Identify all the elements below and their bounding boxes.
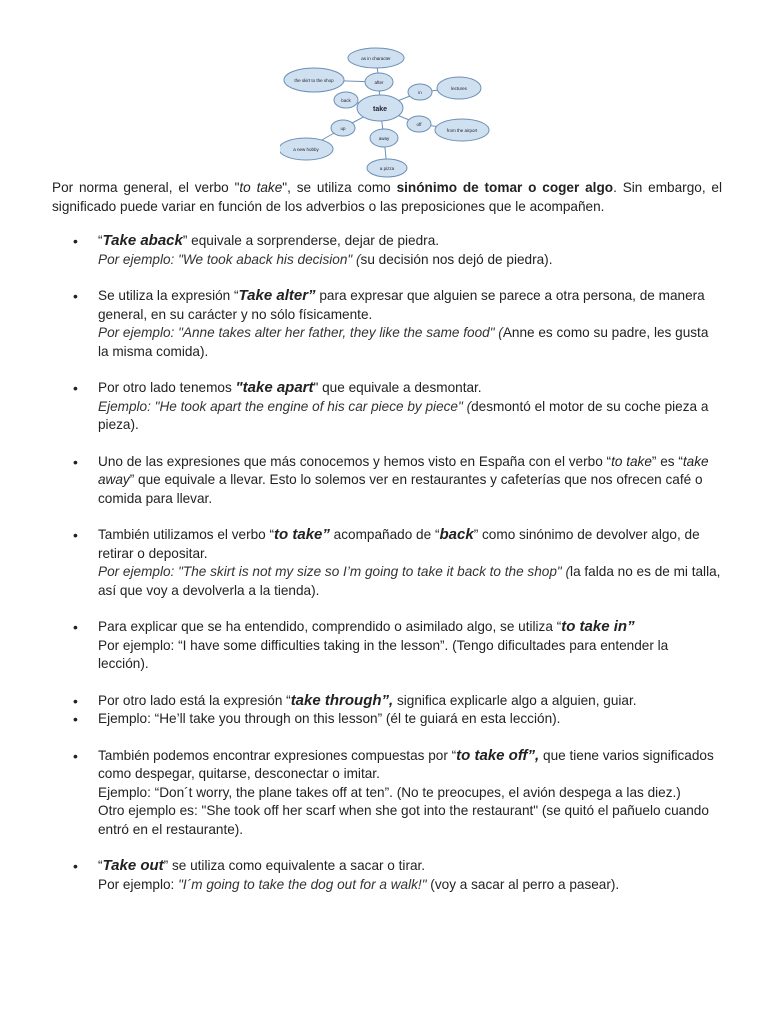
item-text: ” que equivale a llevar. Esto lo solemos ver en restaurantes y cafeterías que nos ofrecen café o comida para llevar. — [98, 472, 703, 506]
item-text: Uno de las expresiones que más conocemos y hemos visto en España con el verbo “ — [98, 453, 612, 469]
example-translation: Anne es como su padre, les gusta la misma comida). — [98, 325, 709, 359]
item-text: significa explicarle algo a alguien, guiar. — [393, 692, 637, 708]
intro-text-3: . Sin embargo, el significado puede variar en función de los adverbios o las preposiciones que le acompañen. — [52, 180, 723, 214]
item-take-off — [52, 747, 722, 840]
example-prefix: Por ejemplo: — [98, 876, 179, 892]
take-mind-map — [280, 42, 500, 178]
item-text: acompañado de “ — [329, 527, 440, 542]
item-text: " que equivale a desmontar. — [313, 380, 482, 395]
item-text: También utilizamos el verbo “ — [98, 527, 275, 542]
intro-verb: to take — [239, 180, 283, 195]
item-text: ” equivale a sorprenderse, dejar de piedra. — [182, 233, 440, 248]
document-body — [52, 179, 722, 894]
quote-open: “ — [98, 233, 103, 248]
keyword: back — [439, 526, 474, 543]
keyword: to take in” — [561, 618, 635, 635]
label-a-pizza: a pizza — [379, 166, 395, 171]
keyword: take through”, — [290, 691, 394, 709]
keyword: to take” — [274, 526, 330, 543]
item-text: que tiene varios significados como despegar, quitarse, desconectar o imitar. — [98, 747, 714, 781]
keyword: Take out — [102, 857, 164, 874]
example-translation: (voy a sacar al perro a pasear). — [426, 876, 620, 892]
example-translation: desmontó el motor de su coche pieza a pieza). — [98, 398, 709, 432]
label-lectures: lectures — [451, 86, 467, 91]
label-away: away — [378, 136, 390, 141]
keyword: Take alter” — [238, 287, 316, 304]
label-from-airport: from the airport — [446, 128, 478, 133]
example-text: Por ejemplo: “I have some difficulties taking in the lesson”. (Tengo dificultades para entender la lección). — [98, 637, 669, 671]
label-in: in — [418, 90, 422, 95]
keyword: to take off”, — [456, 746, 540, 764]
example-text: Por ejemplo: "Anne takes alter her father, they like the same food" ( — [98, 325, 503, 340]
example-text: Ejemplo: “He’ll take you through on this lesson” (él te guiará en esta lección). — [98, 711, 561, 726]
label-up: up — [340, 126, 346, 131]
label-take: take — [372, 106, 388, 113]
item-text: ” es “ — [651, 453, 683, 469]
item-text: Por otro lado tenemos — [98, 380, 236, 395]
item-text: ” se utiliza como equivalente a sacar o tirar. — [163, 858, 426, 873]
item-take-aback — [52, 232, 722, 269]
example-text: Por ejemplo: "We took aback his decision" ( — [98, 251, 361, 267]
label-off: off — [416, 122, 422, 127]
example-text: Ejemplo: “Don´t worry, the plane takes off at ten”. (No te preocupes, el avión despega a las diez.) — [98, 784, 681, 800]
item-text: ” como sinónimo de devolver algo, de retirar o depositar. — [98, 527, 700, 561]
label-new-hobby: a new hobby — [293, 147, 319, 152]
example-translation: su decisión nos dejó de piedra). — [360, 251, 553, 267]
example-text: Por ejemplo: "The skirt is not my size so I’m going to take it back to the shop" ( — [98, 564, 571, 579]
item-take-back — [52, 526, 722, 600]
intro-paragraph — [52, 179, 722, 216]
item-take-through-example — [52, 710, 722, 729]
label-after: after — [374, 80, 384, 85]
item-text: Por otro lado está la expresión “ — [98, 692, 291, 708]
item-take-apart — [52, 379, 722, 435]
example-text: Ejemplo: "He took apart the engine of his car piece by piece" ( — [98, 398, 472, 414]
example-translation: la falda no es de mi talla, así que voy a devolverla a la tienda). — [98, 564, 721, 598]
keyword: to take — [611, 453, 652, 469]
example-text: Otro ejemplo es: "She took off her scarf when she got into the restaurant" (se quitó el pañuelo cuando entró en el restaurante). — [98, 803, 709, 837]
label-as-in-character: as in character — [361, 56, 391, 61]
intro-bold: sinónimo de tomar o coger algo — [396, 180, 614, 195]
label-the-skirt: the skirt to the shop — [294, 78, 334, 83]
item-take-away — [52, 453, 722, 509]
keyword: "take apart — [235, 379, 314, 396]
item-text: Para explicar que se ha entendido, comprendido o asimilado algo, se utiliza “ — [98, 619, 562, 634]
item-text: También podemos encontrar expresiones compuestas por “ — [98, 747, 457, 763]
quote-open: “ — [98, 858, 103, 873]
intro-text-2: ", se utiliza como — [282, 180, 397, 195]
intro-text-1: Por norma general, el verbo " — [52, 180, 240, 195]
example-text: "I´m going to take the dog out for a walk!" — [178, 876, 427, 892]
item-take-alter — [52, 287, 722, 361]
keyword: take away — [98, 453, 709, 487]
item-text: para expresar que alguien se parece a otra persona, de manera general, en su carácter y no sólo físicamente. — [98, 288, 705, 322]
item-take-out — [52, 857, 722, 894]
label-back: back — [341, 98, 351, 103]
item-take-in — [52, 618, 722, 674]
item-text: Se utiliza la expresión “ — [98, 288, 239, 303]
expression-list — [52, 232, 722, 894]
item-take-through — [52, 692, 722, 711]
keyword: Take aback — [102, 232, 183, 249]
